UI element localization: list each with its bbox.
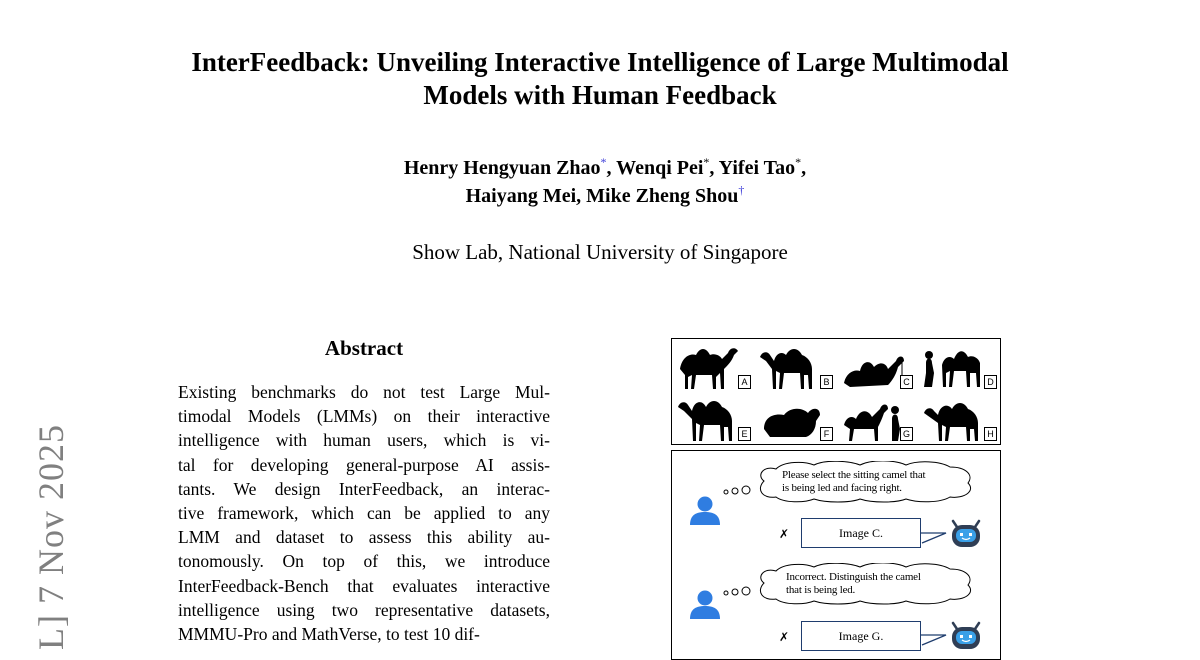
camel-option-e	[674, 393, 754, 443]
title-line-1: InterFeedback: Unveiling Interactive Intelligence of Large Multimodal	[191, 47, 1009, 77]
option-label: A	[738, 375, 751, 389]
camel-option-b	[756, 341, 836, 391]
option-label: D	[984, 375, 997, 389]
camel-option-d	[918, 341, 998, 391]
camel-led-icon	[840, 395, 906, 443]
author-list	[0, 154, 1200, 210]
camel-option-h	[918, 393, 998, 443]
abstract-line: tants. We design InterFeedback, an interac-	[178, 478, 550, 499]
corresponding-author-mark: †	[738, 183, 745, 197]
question-line: Please select the sitting camel that	[782, 469, 926, 481]
abstract-line: intelligence with human users, which is vi-	[178, 430, 550, 451]
camel-options-panel	[671, 338, 1001, 445]
paper-title	[0, 46, 1200, 112]
wrong-mark: ✗	[779, 527, 790, 541]
option-label: G	[900, 427, 913, 441]
question-line: is being led and facing right.	[782, 482, 902, 494]
user-icon	[688, 495, 722, 527]
question-line: Incorrect. Distinguish the camel	[786, 571, 921, 583]
camel-option-c	[838, 341, 918, 391]
wrong-mark: ✗	[779, 630, 790, 644]
abstract-line: tive framework, which can be applied to any	[178, 502, 550, 523]
question-line: that is being led.	[786, 584, 856, 596]
camel-standing-icon	[920, 395, 986, 443]
speech-tail-icon	[920, 633, 950, 647]
option-label: C	[900, 375, 913, 389]
camel-sitting-icon	[758, 395, 824, 443]
option-label: B	[820, 375, 833, 389]
thought-dots-icon	[722, 482, 756, 498]
model-answer-1: Image C.	[801, 518, 921, 548]
abstract-line: LMM and dataset to assess this ability au-	[178, 527, 550, 548]
model-answer-2: Image G.	[801, 621, 921, 651]
camel-option-g	[838, 393, 918, 443]
abstract-line: intelligence using two representative datasets,	[178, 599, 550, 620]
thought-dots-icon	[722, 583, 756, 599]
abstract-heading: Abstract	[324, 336, 404, 360]
camel-option-a	[674, 341, 754, 391]
option-label: F	[820, 427, 833, 441]
abstract-line: MMMU-Pro and MathVerse, to test 10 dif-	[178, 623, 480, 644]
robot-icon	[948, 617, 984, 651]
equal-contribution-mark: *	[795, 155, 802, 169]
camel-standing-icon	[676, 343, 742, 391]
abstract-body	[178, 380, 550, 646]
author-name: Mike Zheng Shou	[586, 185, 739, 207]
abstract-line: tal for developing general-purpose AI assis-	[178, 454, 550, 475]
author-name: Haiyang Mei	[465, 185, 577, 207]
user-question-1	[782, 469, 925, 495]
option-label: H	[984, 427, 997, 441]
dialogue-panel	[671, 450, 1001, 660]
camel-standing-icon	[676, 395, 742, 443]
author-line-1: Henry Hengyuan Zhao*, Wenqi Pei*, Yifei Tao*,	[403, 155, 807, 179]
abstract-line: InterFeedback-Bench that evaluates interactive	[178, 575, 550, 596]
equal-contribution-mark: *	[703, 155, 710, 169]
arxiv-stamp: L] 7 Nov 2025	[31, 424, 71, 650]
robot-icon	[948, 515, 984, 549]
abstract-line: Existing benchmarks do not test Large Mul-	[178, 382, 550, 402]
camel-standing-icon	[758, 343, 824, 391]
camel-sitting-icon	[840, 343, 906, 391]
author-name: Henry Hengyuan Zhao	[403, 157, 601, 179]
abstract-line: timodal Models (LMMs) on their interactive	[178, 406, 550, 427]
camel-option-f	[756, 393, 836, 443]
camel-led-icon	[920, 343, 990, 391]
option-label: E	[738, 427, 751, 441]
equal-contribution-mark: *	[600, 155, 607, 169]
author-name: Yifei Tao	[718, 157, 796, 179]
speech-tail-icon	[920, 531, 950, 545]
user-question-2	[786, 571, 921, 597]
title-line-2: Models with Human Feedback	[423, 80, 777, 110]
author-name: Wenqi Pei	[616, 157, 704, 179]
user-icon	[688, 589, 722, 621]
author-line-2: Haiyang Mei, Mike Zheng Shou†	[465, 183, 745, 207]
affiliation: Show Lab, National University of Singapore	[412, 240, 788, 264]
abstract-line: tonomously. On top of this, we introduce	[178, 551, 550, 572]
